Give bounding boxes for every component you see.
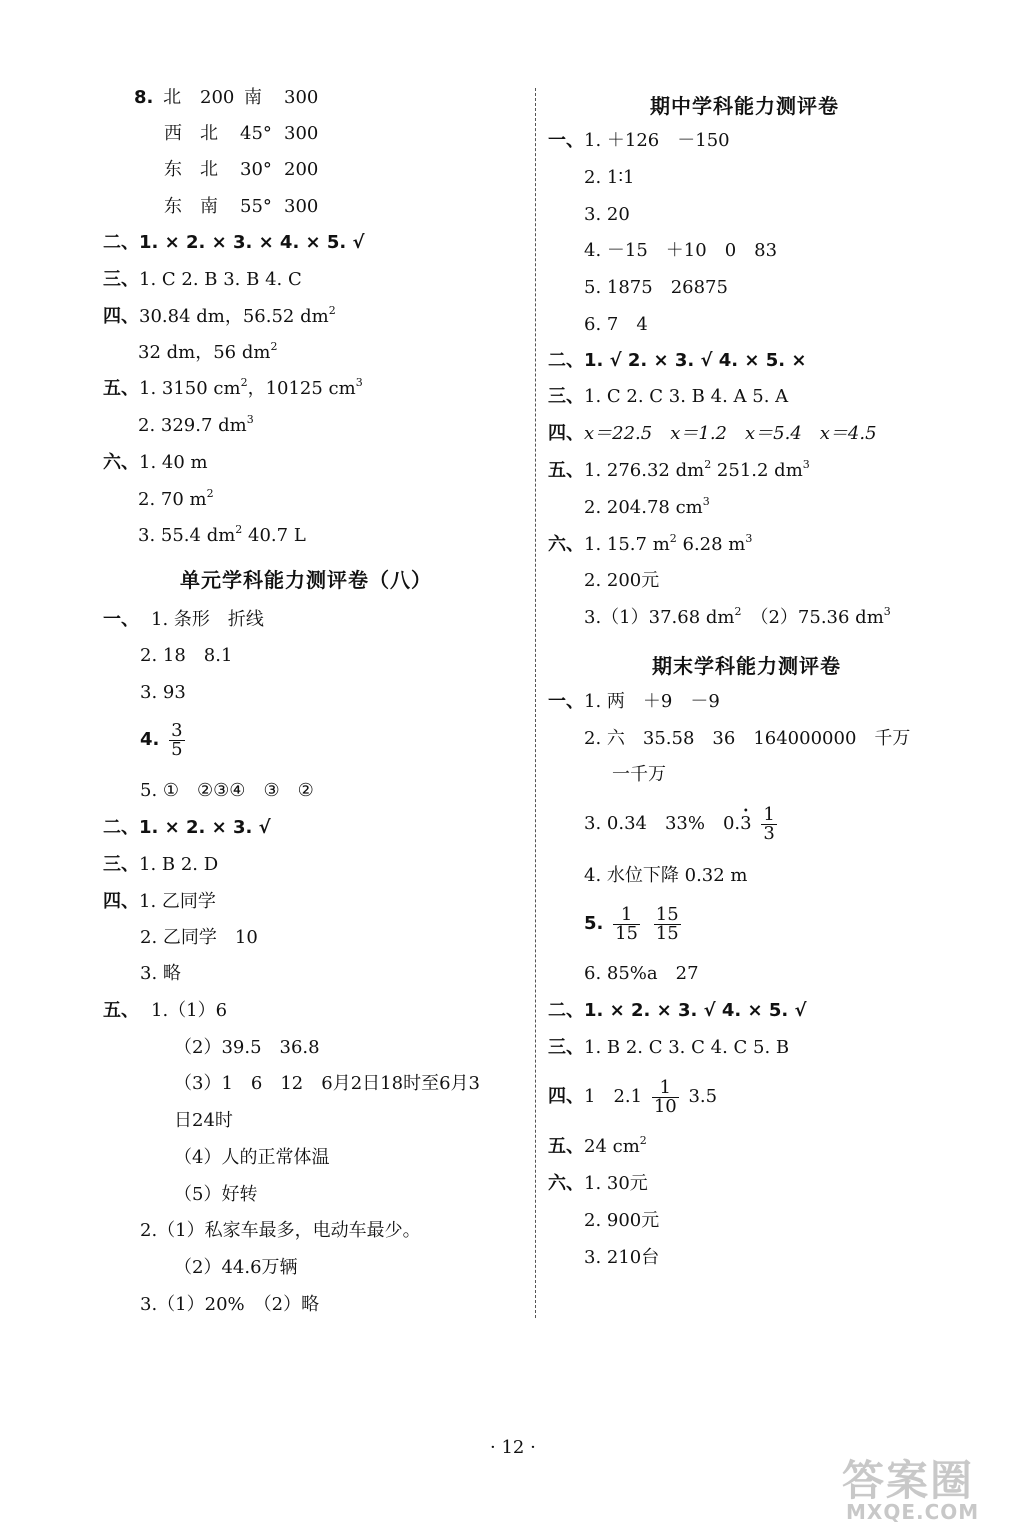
superscript: 2 [704, 458, 712, 471]
answer-line [548, 386, 788, 408]
answer-line [103, 1000, 228, 1022]
cell: 200 [284, 159, 319, 180]
answer-line [584, 1247, 659, 1269]
answer-text: 3. 210台 [584, 1247, 660, 1268]
answer-text: 2. 900元 [584, 1210, 660, 1231]
section-label: 二、 [103, 232, 139, 253]
superscript: 2 [240, 376, 248, 389]
cell: 300 [284, 196, 319, 217]
answer-line [138, 489, 214, 511]
superscript: 3 [883, 605, 891, 618]
answer-text: 3.（1）37.68 dm [584, 607, 735, 628]
section-label: 四、 [548, 423, 584, 444]
section-label: 六、 [548, 1173, 584, 1194]
answer-line [584, 728, 910, 750]
superscript: 3 [802, 458, 810, 471]
answer-line [140, 645, 232, 667]
cell: 东 [164, 196, 182, 217]
superscript: 2 [235, 523, 243, 536]
answer-text: 1. C 2. C 3. B 4. A 5. A [584, 386, 789, 407]
answer-text: 3. 55.4 dm [138, 525, 236, 546]
answer-text: 日24时 [174, 1110, 233, 1131]
numerator: 1 [763, 803, 775, 825]
superscript: 2 [734, 605, 742, 618]
section-label: 五、 [103, 378, 139, 399]
section-label: 六、 [548, 534, 584, 555]
section-label: 五、 [548, 1136, 584, 1157]
answer-text: 3. 20 [584, 204, 630, 225]
answer-text: 2. 1∶1 [584, 167, 635, 188]
superscript: 2 [206, 487, 214, 500]
answer-text: 24 cm [584, 1136, 640, 1157]
answer-text: 1. ＋126 －150 [584, 130, 730, 151]
cell: 200 [200, 87, 235, 108]
answer-text: 2. 329.7 dm [138, 415, 247, 436]
answer-text: 3.（1）20% （2）略 [140, 1294, 320, 1315]
answer-text: 2.（1）私家车最多，电动车最少。 [140, 1220, 421, 1241]
denominator: 15 [615, 922, 639, 944]
answer-line [584, 314, 648, 336]
column-divider [535, 88, 536, 1318]
superscript: 3 [355, 376, 363, 389]
answer-line [548, 534, 752, 556]
answer-line [103, 854, 218, 876]
answer-line [548, 423, 877, 445]
q8-number: 8. [134, 87, 154, 108]
answer-line [584, 802, 781, 846]
cell: 东 [164, 159, 182, 180]
answer-text: 1. 276.32 dm [584, 460, 705, 481]
section-label: 二、 [103, 817, 139, 838]
fraction [613, 903, 640, 944]
answer-line [174, 1073, 480, 1095]
watermark-text: MXQE.COM [846, 1500, 980, 1524]
section-label: 六、 [103, 452, 139, 473]
superscript: 2 [270, 340, 278, 353]
answer-text: 1 2.1 [584, 1086, 643, 1107]
q8-row-3 [164, 159, 319, 181]
answer-line [140, 1220, 421, 1242]
answer-text: 2. 204.78 cm [584, 497, 703, 518]
fraction [169, 719, 184, 760]
answer-text: （2）39.5 36.8 [174, 1037, 320, 1058]
cell: 西 [164, 123, 182, 144]
answer-line [103, 609, 264, 631]
answer-text: 2. 乙同学 10 [140, 927, 258, 948]
answer-line [138, 342, 277, 364]
section-label: 五、 [548, 460, 584, 481]
answer-text: 1. 30元 [584, 1173, 648, 1194]
q8-row-1 [134, 87, 319, 109]
cell: 45° [240, 123, 272, 144]
section-label: 四、 [103, 891, 139, 912]
answer-text: 1. B 2. D [139, 854, 219, 875]
answer-line [548, 130, 730, 152]
fraction [761, 803, 776, 844]
answer-text: 2. 70 m [138, 489, 207, 510]
cell: 北 [163, 87, 182, 108]
answer-text: （4）人的正常体温 [174, 1147, 330, 1168]
denominator: 10 [653, 1095, 677, 1117]
cell: 300 [284, 87, 319, 108]
section-label: 一、 [103, 609, 139, 630]
answer-text: 4. [140, 729, 160, 750]
answer-text: 30.84 dm，56.52 dm [139, 306, 329, 327]
answer-text: 1. 条形 折线 [151, 609, 264, 630]
cell: 北 [200, 123, 218, 144]
answer-line [584, 570, 659, 592]
fraction [652, 1076, 679, 1117]
answer-line [103, 817, 271, 839]
answer-line [584, 167, 634, 189]
answer-text: （5）好转 [174, 1184, 258, 1205]
q8-row-2 [164, 123, 319, 145]
cell: 300 [284, 123, 319, 144]
answer-text: 1. 两 ＋9 －9 [584, 691, 720, 712]
numerator: 1 [652, 1079, 679, 1098]
section-label: 三、 [103, 269, 139, 290]
repeating-digit: • 3 [740, 802, 751, 846]
answer-line [548, 350, 806, 372]
answer-line [548, 691, 720, 713]
section-label: 二、 [548, 1000, 584, 1021]
numerator: 1 [613, 906, 640, 925]
answer-text: 1. 40 m [139, 452, 208, 473]
answer-text: 5. 1875 26875 [584, 277, 728, 298]
section-title: 期中学科能力测评卷 [650, 94, 839, 118]
section-label: 一、 [548, 691, 584, 712]
answer-line [103, 269, 302, 291]
q8-row-4 [164, 196, 319, 218]
answer-text: 5. [584, 913, 604, 934]
section-label: 三、 [548, 1037, 584, 1058]
section-label: 四、 [103, 306, 139, 327]
superscript: 3 [745, 532, 753, 545]
superscript: 2 [669, 532, 677, 545]
denominator: 5 [171, 738, 183, 760]
superscript: 2 [328, 304, 336, 317]
answer-line [140, 780, 314, 802]
answer-line [548, 460, 810, 482]
answer-text: 1. × 2. × 3. √ [139, 817, 271, 838]
answer-line [584, 607, 891, 629]
answer-text: 1. √ 2. × 3. √ 4. × 5. × [584, 350, 807, 371]
answer-line [548, 1173, 648, 1195]
page-number: · 12 · [490, 1437, 536, 1458]
superscript: 2 [639, 1134, 647, 1147]
answer-line [584, 204, 630, 226]
section-label: 三、 [103, 854, 139, 875]
answer-text: 1. 乙同学 [139, 891, 216, 912]
answer-line [140, 927, 258, 949]
answer-line [584, 963, 699, 985]
answer-line [548, 1136, 647, 1158]
answer-text: 3. 0.34 33% 0. [584, 813, 741, 834]
answer-line [584, 497, 710, 519]
answer-line [584, 902, 685, 946]
answer-text: 2. 六 35.58 36 164000000 千万 [584, 728, 911, 749]
cell: 北 [200, 159, 218, 180]
answer-text: 3.5 [688, 1086, 718, 1107]
answer-text: 2. 18 8.1 [140, 645, 233, 666]
section-label: 二、 [548, 350, 584, 371]
numerator: 3 [171, 719, 183, 741]
answer-line [548, 1037, 789, 1059]
answer-line [138, 415, 254, 437]
answer-text: x＝22.5 x＝1.2 x＝5.4 x＝4.5 [584, 423, 877, 444]
watermark-text: 答案圈 [842, 1456, 975, 1505]
answer-line [140, 718, 189, 762]
answer-text: （2）44.6万辆 [174, 1257, 298, 1278]
answer-line [548, 1075, 717, 1119]
cell: 南 [244, 87, 262, 108]
answer-line [140, 1294, 319, 1316]
answer-text: 1. × 2. × 3. √ 4. × 5. √ [584, 1000, 807, 1021]
answer-text: 4. －15 ＋10 0 83 [584, 240, 778, 261]
answer-text: 1. 3150 cm [139, 378, 241, 399]
superscript: 3 [246, 413, 254, 426]
watermark-logo [842, 1448, 1010, 1530]
denominator: 3 [763, 822, 775, 844]
section-label: 三、 [548, 386, 584, 407]
answer-line [584, 240, 777, 262]
fraction [654, 903, 681, 944]
answer-line [140, 682, 186, 704]
answer-text: 3. 93 [140, 682, 186, 703]
section-title: 单元学科能力测评卷（八） [180, 568, 432, 592]
section-label: 五、 [103, 1000, 139, 1021]
answer-line [612, 764, 666, 786]
answer-text: 5. ① ②③④ ③ ② [140, 780, 314, 801]
answer-text: 4. 水位下降 0.32 m [584, 865, 748, 886]
answer-text: 32 dm，56 dm [138, 342, 271, 363]
answer-line [174, 1184, 257, 1206]
answer-line [138, 525, 306, 547]
cell: 55° [240, 196, 272, 217]
answer-text: 3. 略 [140, 963, 181, 984]
answer-text: 1. C 2. B 3. B 4. C [139, 269, 302, 290]
answer-line [174, 1257, 298, 1279]
answer-text: 6. 7 4 [584, 314, 648, 335]
answer-line [174, 1037, 320, 1059]
answer-text: 1. B 2. C 3. C 4. C 5. B [584, 1037, 790, 1058]
section-title: 期末学科能力测评卷 [652, 654, 841, 678]
answer-line [584, 277, 728, 299]
cell: 南 [200, 196, 218, 217]
section-label: 一、 [548, 130, 584, 151]
answer-text: 1.（1）6 [151, 1000, 228, 1021]
cell: 30° [240, 159, 272, 180]
answer-line [584, 865, 748, 887]
answer-line [103, 232, 365, 254]
answer-line [103, 378, 363, 400]
answer-text: （3）1 6 12 6月2日18时至6月3 [174, 1073, 480, 1094]
answer-text: 1. × 2. × 3. × 4. × 5. √ [139, 232, 365, 253]
answer-line [103, 891, 216, 913]
answer-text: 6.28 m [676, 534, 746, 555]
denominator: 15 [655, 922, 679, 944]
answer-line [103, 306, 336, 328]
answer-line [584, 1210, 659, 1232]
answer-text: 一千万 [612, 764, 666, 785]
superscript: 3 [702, 495, 710, 508]
answer-line [174, 1147, 329, 1169]
answer-text: 2. 200元 [584, 570, 660, 591]
answer-line [548, 1000, 806, 1022]
answer-text: （2）75.36 dm [741, 607, 884, 628]
answer-text: 6. 85%a 27 [584, 963, 699, 984]
section-label: 四、 [548, 1086, 584, 1107]
answer-line [103, 452, 208, 474]
answer-text: ，10125 cm [247, 378, 356, 399]
answer-text: 40.7 L [242, 525, 306, 546]
answer-text: 1. 15.7 m [584, 534, 670, 555]
answer-text: 251.2 dm [711, 460, 803, 481]
numerator: 15 [655, 903, 679, 925]
answer-line [174, 1110, 233, 1132]
answer-line [140, 963, 181, 985]
